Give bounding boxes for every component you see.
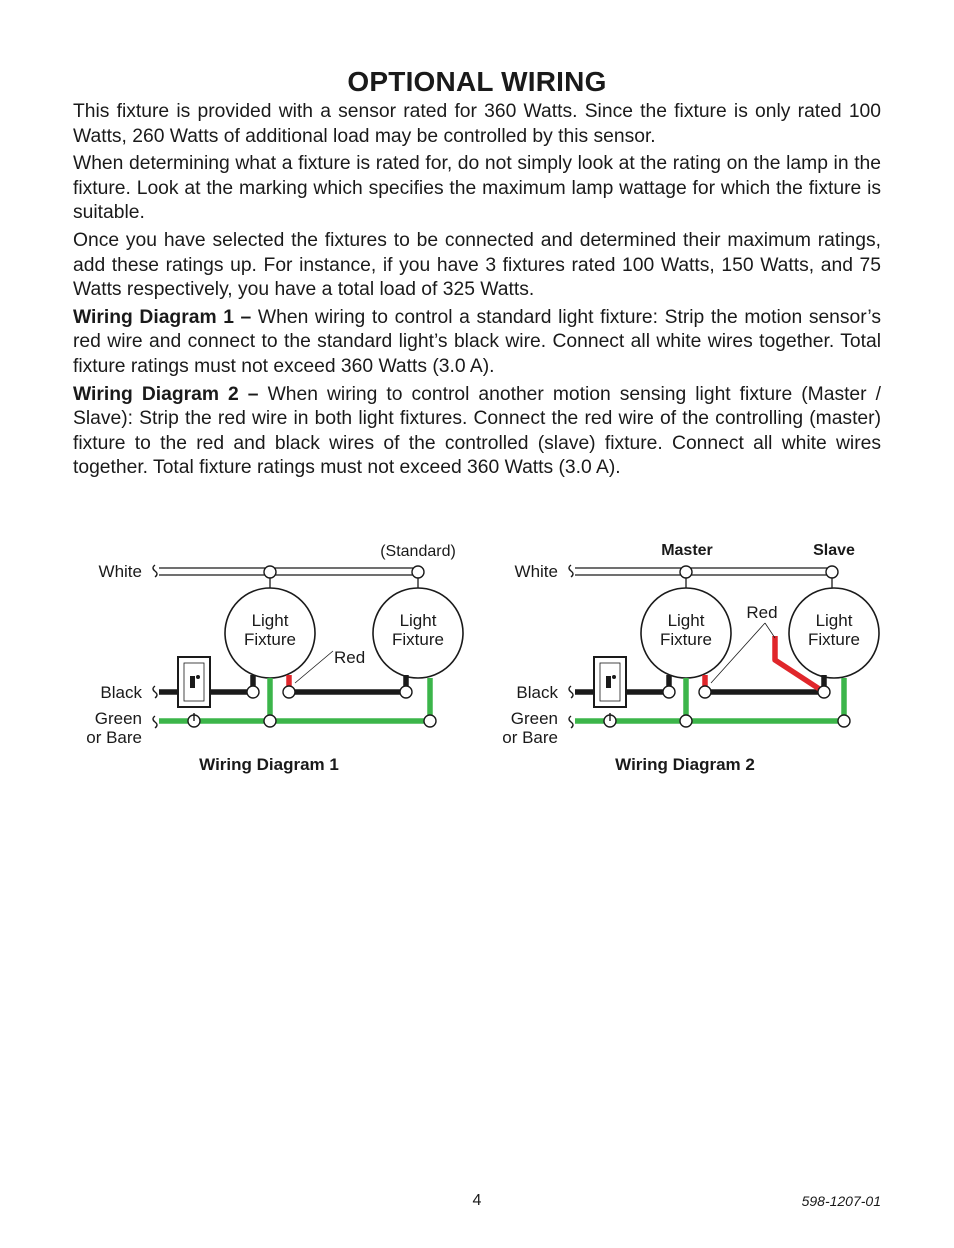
white-wire [159, 568, 419, 589]
white-wire-label: White [98, 562, 142, 581]
ground-connector [424, 715, 436, 727]
wire-connector [699, 686, 711, 698]
paragraph-diagram-1-lead: Wiring Diagram 1 – [73, 306, 252, 328]
paragraph-diagram-2-text: When wiring to control another motion sensing light fixture (Master / Slave): Strip the red wire in both light fixtures. Connect the red wire of the controlling (master) fixture to the red and black wires of the controlled (slave) fixture. Connect all white wires together. Total fixture ratings must not exceed 360 Watts (3.0 A). [73, 383, 881, 479]
fixture-1-label: Light [251, 611, 289, 630]
paragraph-total-load: Once you have selected the fixtures to be connected and determined their maximum ratings, add these ratings up. For instance, if you have 3 fixtures rated 100 Watts, 150 Watts, and 75 Watts respectively, you have a total load of 325 Watts. [73, 229, 881, 301]
fixture-2-label: Fixture [392, 630, 444, 649]
green-wire-label: Green [94, 709, 142, 728]
paragraph-diagram-2-lead: Wiring Diagram 2 – [73, 383, 259, 405]
black-wire-label: Black [100, 683, 142, 702]
wiring-diagram-2 [491, 535, 891, 785]
wire-connector [247, 686, 259, 698]
fixture-1-label: Light [667, 611, 705, 630]
white-wire-break-icon [153, 565, 157, 577]
fixture-2-label: Fixture [808, 630, 860, 649]
green-wire-break-icon [569, 716, 573, 728]
diagram-2-caption: Wiring Diagram 2 [615, 755, 755, 774]
wire-connector [818, 686, 830, 698]
red-wire-callout [765, 623, 775, 638]
wire-connector [663, 686, 675, 698]
black-wire-label: Black [516, 683, 558, 702]
black-wire-break-icon [569, 686, 573, 698]
ground-connector [264, 715, 276, 727]
white-connector [680, 566, 692, 578]
wall-switch [178, 657, 210, 707]
green-wire-break-icon [153, 716, 157, 728]
paragraph-diagram-1-text: When wiring to control a standard light fixture: Strip the motion sensor’s red wire and connect to the standard light’s black wire. Connect all white wires together. Total fixture ratings must not exceed 360 Watts (3.0 A). [73, 306, 881, 377]
fixture-1-label: Fixture [244, 630, 296, 649]
paragraph-fixture-rating: When determining what a fixture is rated for, do not simply look at the rating on the lamp in the fixture. Look at the marking which specifies the maximum lamp wattage for which the fixture is suitable. [73, 153, 881, 224]
wire-connector [400, 686, 412, 698]
ground-connector [838, 715, 850, 727]
white-wire-break-icon [569, 565, 573, 577]
paragraph-diagram-1 [73, 306, 881, 380]
white-connector [412, 566, 424, 578]
body-text [73, 100, 881, 484]
green-wire-label: or Bare [502, 728, 558, 747]
green-wire-label: or Bare [86, 728, 142, 747]
master-label: Master [661, 542, 713, 559]
paragraph-sensor-rating: This fixture is provided with a sensor rated for 360 Watts. Since the fixture is only rated 100 Watts, 260 Watts of additional load may be controlled by this sensor. [73, 101, 881, 147]
ground-connector [680, 715, 692, 727]
slave-label: Slave [813, 542, 855, 559]
white-connector [826, 566, 838, 578]
document-number: 598-1207-01 [801, 1193, 881, 1209]
green-wire-label: Green [510, 709, 558, 728]
wire-connector [283, 686, 295, 698]
wall-switch [594, 657, 626, 707]
black-wire-break-icon [153, 686, 157, 698]
page-number: 4 [472, 1192, 482, 1209]
red-wire-label: Red [746, 603, 778, 622]
fixture-2-label: Light [815, 611, 853, 630]
white-wire-label: White [514, 562, 558, 581]
fixture-1-label: Fixture [660, 630, 712, 649]
white-wire [575, 568, 833, 589]
white-connector [264, 566, 276, 578]
wiring-diagram-1 [75, 535, 475, 785]
page-title: OPTIONAL WIRING [347, 66, 607, 97]
fixture-2-label: Light [399, 611, 437, 630]
standard-fixture-label: (Standard) [380, 543, 456, 560]
paragraph-diagram-2 [73, 383, 881, 481]
red-wire-label: Red [334, 648, 366, 667]
diagram-1-caption: Wiring Diagram 1 [199, 755, 339, 774]
